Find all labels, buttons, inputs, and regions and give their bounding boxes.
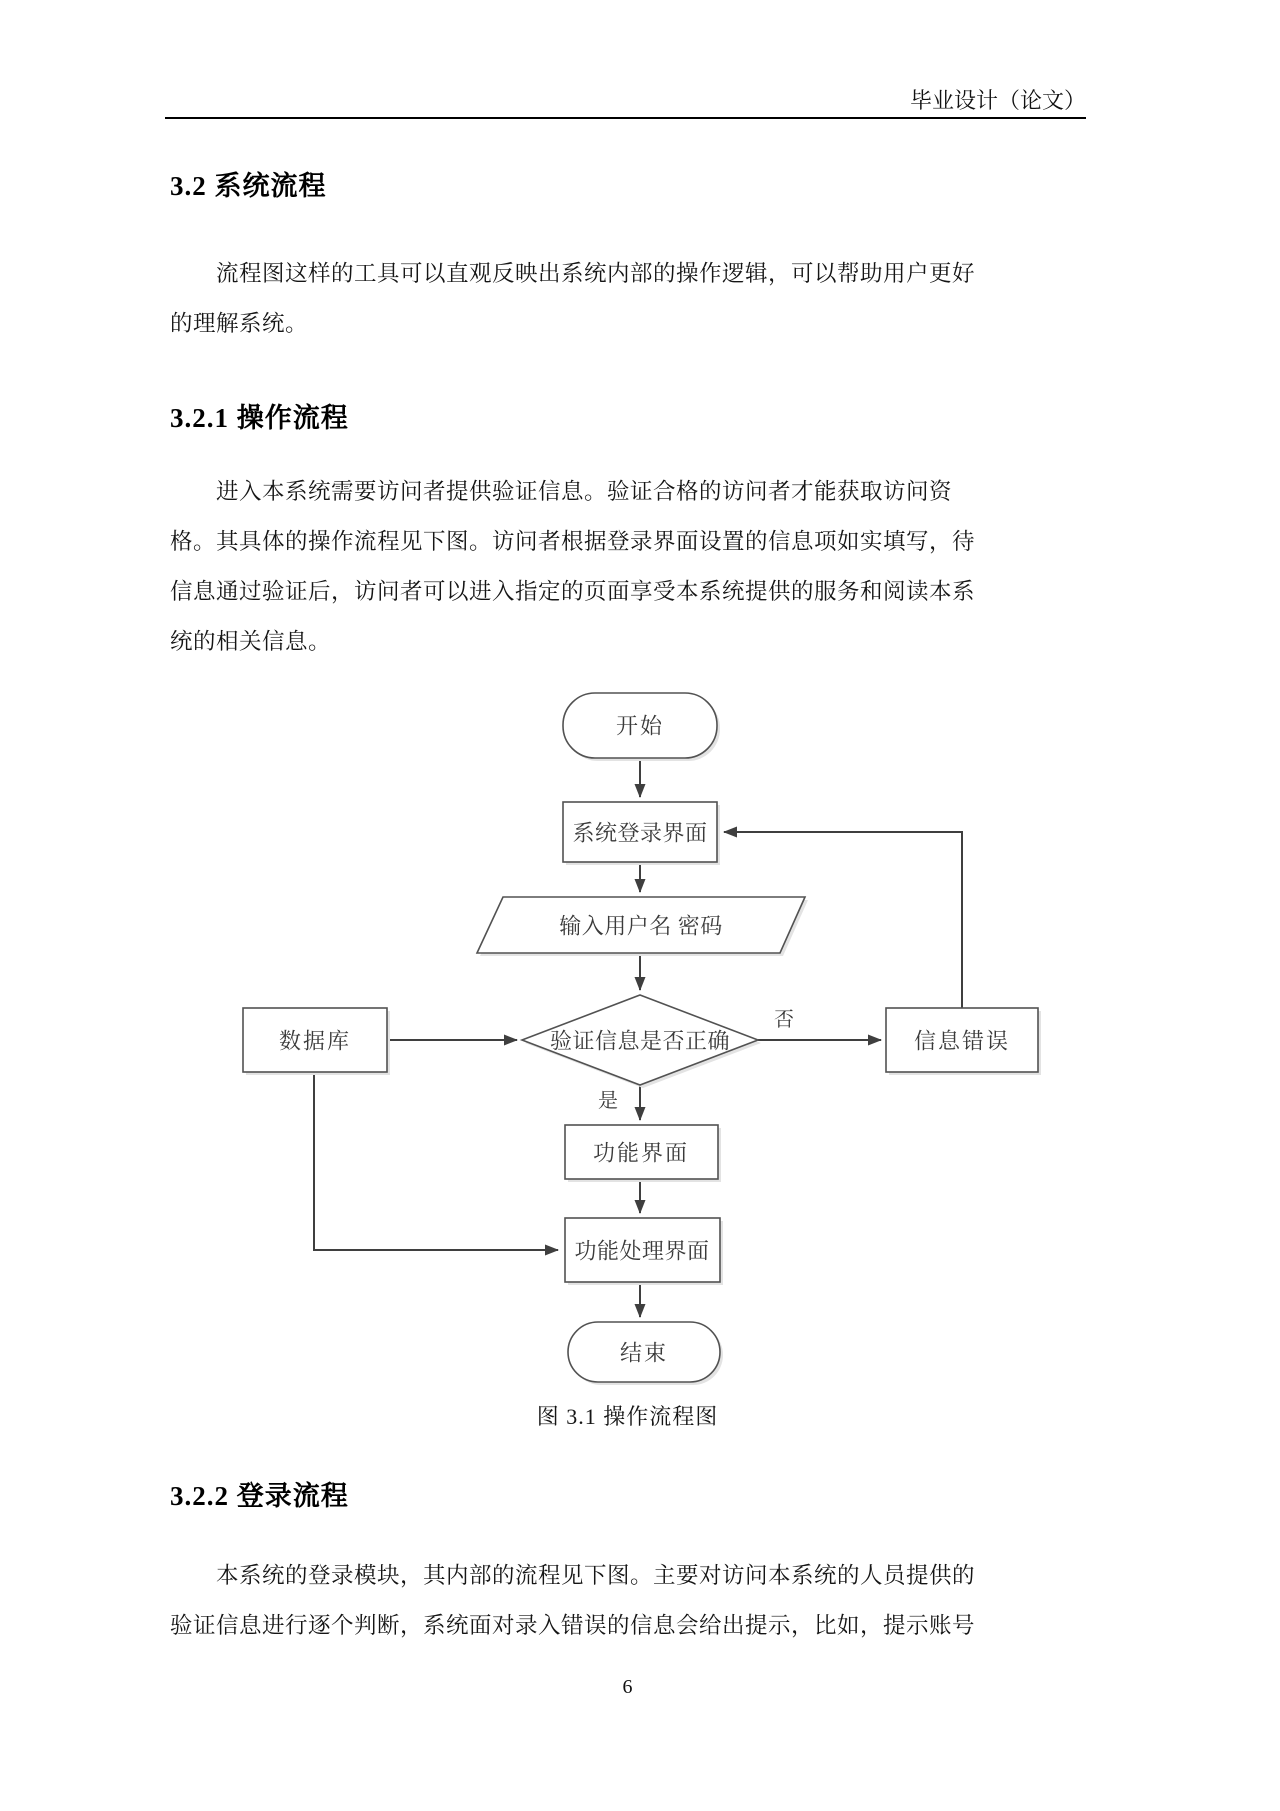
section-heading-3-2: 3.2 系统流程	[170, 171, 327, 201]
process-node-label: 功能处理界面	[574, 1238, 710, 1264]
paragraph-line: 格。其具体的操作流程见下图。访问者根据登录界面设置的信息项如实填写，待	[170, 529, 976, 554]
paragraph-line: 统的相关信息。	[170, 629, 332, 654]
end-node-label: 结束	[619, 1340, 669, 1366]
figure-caption: 图 3.1 操作流程图	[536, 1404, 719, 1429]
edge-database-to-process	[314, 1072, 558, 1250]
paragraph-line: 信息通过验证后，访问者可以进入指定的页面享受本系统提供的服务和阅读本系	[170, 579, 976, 604]
input-node-label: 输入用户名 密码	[559, 913, 723, 939]
section-heading-3-2-1: 3.2.1 操作流程	[170, 403, 349, 433]
paragraph-line: 验证信息进行逐个判断，系统面对录入错误的信息会给出提示，比如，提示账号	[170, 1613, 976, 1638]
database-node-label: 数据库	[278, 1028, 352, 1054]
paragraph-line: 流程图这样的工具可以直观反映出系统内部的操作逻辑，可以帮助用户更好	[216, 261, 976, 286]
flowchart-svg	[200, 680, 1080, 1392]
function-node-label: 功能界面	[592, 1140, 690, 1166]
paragraph-line: 本系统的登录模块，其内部的流程见下图。主要对访问本系统的人员提供的	[216, 1563, 976, 1588]
paragraph-line: 的理解系统。	[170, 311, 309, 336]
login-node-label: 系统登录界面	[572, 820, 708, 846]
error-node-label: 信息错误	[913, 1028, 1011, 1054]
section-heading-3-2-2: 3.2.2 登录流程	[170, 1481, 349, 1511]
edge-label-yes: 是	[598, 1090, 618, 1112]
start-node-label: 开始	[615, 713, 665, 739]
decision-node-label: 验证信息是否正确	[549, 1028, 731, 1054]
page-number: 6	[622, 1676, 633, 1698]
paragraph-line: 进入本系统需要访问者提供验证信息。验证合格的访问者才能获取访问资	[216, 479, 953, 504]
page-header: 毕业设计（论文）	[909, 88, 1086, 113]
flowchart-figure	[200, 680, 1080, 1392]
edge-label-no: 否	[774, 1009, 794, 1031]
header-divider	[165, 117, 1086, 119]
